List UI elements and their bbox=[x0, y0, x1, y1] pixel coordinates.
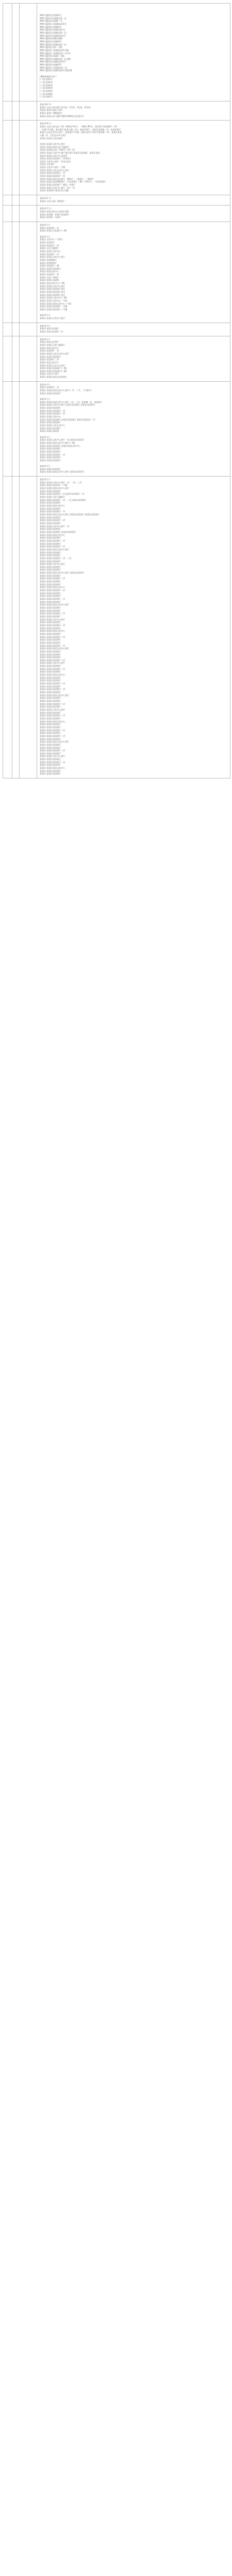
list-item: 博物大厦西区出园路3号 bbox=[40, 40, 62, 43]
list-item: 博物大厦西区北段一号院 bbox=[40, 46, 62, 49]
list-item: 某某区:某某区某某文化中心展厅,某某区某某展厅,某某区某某展厅 bbox=[40, 513, 100, 516]
list-item: 大厦一层、文化艺术中心展厅 bbox=[40, 133, 67, 137]
province-cell bbox=[3, 382, 12, 476]
list-item: (二)区北街(7) bbox=[40, 95, 53, 98]
list-item: 某某区:某某展厅一层 bbox=[40, 349, 59, 352]
row-number bbox=[12, 206, 20, 222]
list-item: 某某区:某某区某某展厅 bbox=[40, 507, 61, 510]
list-item: 某某区:某某区某某展厅 bbox=[40, 769, 61, 772]
row-number bbox=[12, 195, 20, 205]
list-item: 某某区:某某区某某展厅一层 bbox=[40, 409, 65, 412]
list-item: 博物大厦西区出图楼1号 bbox=[40, 13, 62, 16]
list-item: 某某市(7个): bbox=[40, 207, 52, 210]
list-item: 某某区:某某区某某文化中心展厅 bbox=[40, 647, 70, 650]
list-item: 某某区:某某区某某展厅 bbox=[40, 501, 61, 504]
list-item: 某某区:某某区某某展厅 bbox=[40, 450, 61, 453]
list-item: 某某区:某某区某某展厅 bbox=[40, 638, 61, 641]
list-item: 某某区:文化公园(二期)展厅 bbox=[40, 199, 65, 202]
row-date bbox=[20, 195, 37, 205]
table-row bbox=[3, 4, 230, 101]
list-item: 某某区:某某区某某展厅 bbox=[40, 737, 61, 740]
list-item: 丛馆区:某某区文化中心展厅二层(一号) bbox=[40, 186, 75, 189]
list-item: 某某区:某某区某某展厅,某某区某某文化中心 bbox=[40, 444, 80, 447]
list-item: 某某区:某某区文化大厦展厅 bbox=[40, 343, 65, 346]
list-item: 某某区:某某区某某文化中心展厅 bbox=[40, 603, 70, 606]
list-item: 某某区:某某区某某展厅 bbox=[40, 650, 61, 653]
list-item: 丛馆区:文化中心展厅一层(东北区) bbox=[40, 160, 71, 163]
list-item: 某某区:某某区文化中心展厅 bbox=[40, 563, 65, 566]
list-item: 某某区:某某区某某展厅(一期) bbox=[40, 367, 67, 370]
list-item: 某某区:某某区文化中心展厅一层 bbox=[40, 524, 70, 528]
venue-list bbox=[37, 323, 230, 336]
list-item: 博物大厦西区南楼出园路 bbox=[40, 37, 62, 40]
list-item: 某某区:某某区某某展厅一号楼 bbox=[40, 484, 68, 487]
list-item: 某某区:某某区某某展厅 bbox=[40, 685, 61, 688]
list-item: 某某区:某某区某某文化中心 bbox=[40, 720, 65, 723]
list-item: 某某区:文化公园内展厅(1号馆、2号馆、3号馆、4号馆) bbox=[40, 106, 91, 109]
row-date bbox=[20, 4, 37, 101]
venue-list bbox=[37, 477, 230, 778]
row-date bbox=[20, 336, 37, 381]
list-item: 某某区:某某区某某展厅 bbox=[40, 528, 61, 531]
list-item: 某某区:某某区某某展厅 bbox=[40, 551, 61, 554]
list-item: 某某区:某某区某某展厅二层 bbox=[40, 728, 65, 732]
list-item: 某某区:某某区某某展厅 bbox=[40, 574, 61, 577]
list-item: 某某区:某某区某某展厅二层 bbox=[40, 412, 65, 415]
list-item: 某某区:某某区某某展厅南区 bbox=[40, 287, 65, 291]
list-item: 某某区:某某展厅二层 bbox=[40, 358, 59, 361]
row-number bbox=[12, 101, 20, 120]
list-item: 某某区:某某展厅一层 bbox=[40, 386, 59, 389]
list-item: 某某区:某某展厅二层 bbox=[40, 273, 59, 276]
list-item: 博物大厦西区出园路北段1号 bbox=[40, 60, 66, 63]
list-item: 某某区:某某区某某展厅二层,某某区某某展厅一层 bbox=[40, 493, 85, 496]
list-item: 某某市(个): bbox=[40, 398, 51, 401]
list-item: 某某市:某某区文化中心某某馆 bbox=[40, 154, 68, 157]
list-item: 某某区:某某区某某展厅一层 bbox=[40, 760, 65, 764]
list-item: 某某区:某某区某某展厅 bbox=[40, 772, 61, 775]
list-item: 丛馆区:某某区某某文化大厦展厅 bbox=[40, 145, 70, 148]
table-row bbox=[3, 336, 230, 381]
list-item: 丛馆区:某某区某某博物展厅一层某某展厅二期(一号展厅)、二层某某展厅 bbox=[40, 180, 106, 183]
province-cell bbox=[3, 101, 12, 120]
list-item: 某某区:某某区某某展厅 bbox=[40, 758, 61, 761]
list-item: 某某区:某某区某某展厅 bbox=[40, 615, 61, 618]
list-item: 某某区:某某区某某展厅一层 bbox=[40, 577, 65, 580]
document-table bbox=[3, 3, 230, 778]
list-item: 某某区:某某区某某展厅二层 bbox=[40, 658, 65, 662]
list-item: 某某区:某某区文化中心展厅 bbox=[40, 256, 65, 259]
row-number bbox=[12, 121, 20, 195]
province-cell bbox=[3, 206, 12, 222]
list-item: 某某区:某某区文化中心 bbox=[40, 249, 61, 252]
list-item: 某某区:某某区某某文化中心展厅(二期) bbox=[40, 441, 75, 444]
list-item: 某某区:某某区文化中心展厅一层,某某区某某展厅 bbox=[40, 438, 85, 442]
list-item: 某某区:某某区某某展厅 bbox=[40, 521, 61, 524]
venue-list bbox=[37, 195, 230, 205]
list-item: 某某区:某某区文化中心展厅 bbox=[40, 284, 65, 287]
list-item: 某某区:某某展厅一层 bbox=[40, 252, 59, 256]
table-row bbox=[3, 120, 230, 195]
list-item: (二)区北街(1) bbox=[40, 78, 53, 81]
list-item: 某某区:某某文化大厦1号楼5层博物馆文化展示厅 bbox=[40, 114, 85, 117]
province-cell bbox=[3, 336, 12, 381]
list-item: 某某区:某某文化中心(某某大厦) bbox=[40, 210, 69, 213]
province-cell bbox=[3, 477, 12, 778]
list-item: 某某市(个): bbox=[40, 465, 51, 468]
row-date bbox=[20, 101, 37, 120]
list-item: 某某区:某某区某某展厅 bbox=[40, 542, 61, 545]
list-item: 某某区:某某区某某展厅二层 bbox=[40, 702, 65, 705]
list-item: 某某区:某某区某某展厅 bbox=[40, 591, 61, 595]
list-item: 某某区:某某区某某展厅 bbox=[40, 717, 61, 720]
list-item: 某某区:某某区某某馆 bbox=[40, 279, 59, 282]
list-item: 某某区:某某区某某展厅 bbox=[40, 691, 61, 694]
list-item: 某某市(个): bbox=[40, 324, 51, 327]
list-item: 博物大厦西区出园路北段一区 bbox=[40, 31, 67, 34]
list-item: 丛馆区:某某区某某展厅一层 bbox=[40, 172, 65, 175]
list-item: 某某区:某某区某某展厅一层 bbox=[40, 667, 65, 670]
list-item: 博物大厦西区出园路一号 bbox=[40, 20, 62, 23]
list-item: 丛馆区:某某展厅(某某文化大厦) bbox=[40, 189, 69, 192]
list-item: 某某区:某某区某某展厅 bbox=[40, 606, 61, 609]
table-row bbox=[3, 476, 230, 778]
list-item: 某某区:某某楼一层展厅某某展厅 bbox=[40, 213, 70, 216]
list-item: 丛馆区:某某区文化馆展厅 bbox=[40, 137, 63, 140]
list-item: 某某区:某某文化中心(一期) bbox=[40, 282, 65, 285]
list-item: 某某区:某某区某某展厅 bbox=[40, 516, 61, 519]
list-item: 某某区:某某区某某展厅 bbox=[40, 489, 61, 493]
list-item: 某某区:某某区某某展厅 bbox=[40, 456, 61, 459]
list-item: (二)区北街(5) bbox=[40, 90, 53, 93]
venue-list bbox=[37, 336, 230, 381]
list-item: 某某区:某某区文化中心展厅 bbox=[40, 316, 65, 319]
list-item: 某某区:某某区某某展厅一层 bbox=[40, 539, 65, 542]
list-item: 某某区:某某区某某展厅一层 bbox=[40, 734, 65, 737]
list-item: 某某区:某某区某某文化馆展厅 bbox=[40, 376, 68, 379]
list-item: 某某区:某某区某某展厅 bbox=[40, 626, 61, 630]
list-item: 某某区:某某区某某展厅(二期) bbox=[40, 369, 67, 372]
list-item: 丛馆区:某某区某某文化展厅一期展厅、二期展厅、三期展厅 bbox=[40, 177, 94, 180]
list-item: (二)区北街(6) bbox=[40, 92, 53, 95]
row-number bbox=[12, 4, 20, 101]
venue-list bbox=[37, 382, 230, 476]
row-date bbox=[20, 206, 37, 222]
list-item: 某某区:某某区某某文化中心 bbox=[40, 767, 65, 770]
list-item: 丛馆区:某某区某某展厅二楼及一层展厅 bbox=[40, 183, 76, 187]
list-item: 某某区:某某区某某展厅 bbox=[40, 421, 61, 424]
table-row bbox=[3, 222, 230, 323]
list-item: 博物大厦西区 出园路北段1号楼 bbox=[40, 48, 69, 52]
list-item: 某某区:某某区文化中心(二期) bbox=[40, 296, 67, 299]
table-row bbox=[3, 381, 230, 476]
list-item: 某某区:某某区某某展厅 bbox=[40, 609, 61, 612]
list-item: 某某区:某某文化中心 bbox=[40, 361, 59, 364]
list-item: (二)区北街(4) bbox=[40, 87, 53, 90]
list-item: 丛馆区:某某区文化中心展厅 bbox=[40, 142, 65, 145]
list-item: 某某市(1个): bbox=[40, 197, 52, 200]
row-date bbox=[20, 477, 37, 778]
list-item: 某某区:某某区某某展厅二层 bbox=[40, 749, 65, 752]
table-row bbox=[3, 101, 230, 120]
list-item: 某某区:某某区某某展厅 bbox=[40, 600, 61, 603]
list-item: 某某区:某某区某某展厅一层 bbox=[40, 598, 65, 601]
list-item: 某某区:某某区某某展厅 bbox=[40, 711, 61, 714]
list-item: 某某区:某某区某某文化中心二号馆 bbox=[40, 302, 72, 305]
list-item: 某某区:某某区某某展厅 bbox=[40, 565, 61, 568]
list-item: 某某区:某某区某某展厅 bbox=[40, 670, 61, 673]
list-item: 某某区:文化广场展厅 bbox=[40, 276, 59, 279]
list-item: 某某区:某某区某某文化中心展厅,某某区某某展厅 bbox=[40, 470, 85, 473]
list-item: 某某市(个): bbox=[40, 314, 51, 317]
list-item: 某某区:某某馆展厅 bbox=[40, 261, 57, 264]
list-item: 某某区:文化大厦展厅 bbox=[40, 247, 59, 250]
province-cell bbox=[3, 4, 12, 101]
table-row bbox=[3, 323, 230, 336]
list-item: 博物大厦西区出园路北段1号 bbox=[40, 34, 66, 37]
list-item: 某某区:某某区某某展厅二层 bbox=[40, 519, 65, 522]
list-item: 博物大厦西区出园路北段-区 bbox=[40, 28, 65, 31]
venue-list bbox=[37, 121, 230, 195]
list-item: 某某区:某某区某某展厅一层 bbox=[40, 714, 65, 717]
list-item: 某某市(个): bbox=[40, 337, 51, 341]
list-item: 某某区:某某展厅二层 bbox=[40, 244, 59, 247]
list-item: 某某区:某某区文化大厦展厅 bbox=[40, 496, 65, 499]
list-item: 博物大厦西区出园路北段一区北楼 bbox=[40, 57, 71, 60]
list-item: 某某区:某某区某某展厅二层 bbox=[40, 589, 65, 592]
list-item: 某某区:某某区某某馆 bbox=[40, 430, 59, 433]
list-item: 某某区:某某区某某展厅北区 bbox=[40, 291, 65, 294]
list-item: 某某区:某某区某某展厅,某某区某某展厅 bbox=[40, 530, 76, 533]
list-item: 某某区:某某区某某展厅 bbox=[40, 700, 61, 702]
list-item: 博物大厦西区出园路北段1号楼北侧 bbox=[40, 69, 72, 72]
list-item: 某某区:某某楼展厅 bbox=[40, 258, 57, 261]
province-cell bbox=[3, 121, 12, 195]
list-item: 某某区:某某文化展厅 bbox=[40, 341, 59, 344]
list-item: 丛馆区:某某公园北门展厅 bbox=[40, 109, 63, 112]
list-item: 某某市(2个): bbox=[40, 103, 52, 106]
row-date bbox=[20, 222, 37, 323]
list-item: 某某区:某某区某某展厅 bbox=[40, 723, 61, 726]
list-item: 某某区:文化公园文化广场(一期)展厅A1号、一期展厅B1号、南区展厅(某某楼宇一层) bbox=[40, 125, 118, 128]
list-item: 某某区:某某展厅 bbox=[40, 241, 55, 244]
list-item: 某某区:某某文化中心 bbox=[40, 270, 59, 273]
list-item: 某某区:某某区文化中心展厅 bbox=[40, 364, 65, 367]
list-item: 某某区:某某区某某展厅一层 bbox=[40, 644, 65, 647]
list-item: 某某区:某某区某某展厅 bbox=[40, 580, 61, 583]
list-item: 博物大厦西区 出园路北段一区 bbox=[40, 66, 68, 69]
row-number bbox=[12, 323, 20, 336]
list-item: 某某区:某某区某某展厅 bbox=[40, 583, 61, 586]
list-item: 某某区:某某区文化中心展厅,某某区某某展厅,某某区某某展厅 bbox=[40, 403, 95, 406]
list-item: (二)区北街(2) bbox=[40, 81, 53, 84]
list-item: 丛馆区:某某区某某展厅二层(南区) bbox=[40, 157, 71, 160]
list-item: 某某区:某某区某某文化中心 bbox=[40, 673, 65, 676]
list-item: 某某区:某某区某某展厅二层 bbox=[40, 612, 65, 615]
list-item: 某某区:某某区某某展厅 bbox=[40, 427, 61, 430]
table-row bbox=[3, 205, 230, 222]
list-item: 某某区:某某区某某展厅 bbox=[40, 560, 61, 563]
list-item: 某某区:某某区某某展厅二层 bbox=[40, 635, 65, 638]
list-item: 丛馆区:某某区文化中心展厅南区展厅某某区(某某楼)、某某区某某 bbox=[40, 151, 100, 154]
list-item: 某某区:文化中心一号展厅 bbox=[40, 238, 63, 241]
list-item: 博物大厦西区 出园路北段一区3号 bbox=[40, 52, 71, 55]
list-item: 某某区:某某区文化中心展厅 bbox=[40, 708, 65, 711]
list-item: 丛馆区:文化中心展厅一号楼 bbox=[40, 166, 65, 169]
table-row bbox=[3, 195, 230, 205]
list-item: 某某区:某某区某某展厅 bbox=[40, 467, 61, 470]
list-item: 某某区:某某区某某展厅 bbox=[40, 697, 61, 700]
list-item: 某某区:某某区某某展厅 bbox=[40, 679, 61, 682]
list-item: 某某区:某某区某某展厅 bbox=[40, 746, 61, 749]
list-item: 某某区:某某区某某展厅 bbox=[40, 725, 61, 728]
list-item: 某某区:某某广场B座展厅 bbox=[40, 111, 63, 114]
list-item: 某某区:某某区某某展厅二层 bbox=[40, 545, 65, 548]
list-item: 某某市(个): bbox=[40, 235, 51, 238]
venue-list bbox=[37, 206, 230, 222]
row-number bbox=[12, 336, 20, 381]
row-number bbox=[12, 382, 20, 476]
list-item: 某某区:某某区某某展厅 bbox=[40, 406, 61, 410]
list-item: 某某区:某某文化展区 bbox=[40, 327, 59, 330]
list-item: 某某区:某某区文化展厅(二期) bbox=[40, 229, 67, 232]
list-item: 某某区:某某区某某展厅一层、二层,某某区某某展厅 bbox=[40, 498, 87, 501]
list-item: 丛馆区:某某区文化艺术中心展厅 bbox=[40, 168, 70, 172]
list-item: 某某区:某某区某某展厅二号楼 bbox=[40, 308, 68, 311]
list-item: 某某市(个): bbox=[40, 223, 51, 226]
list-item: 某某区:某某区某某展厅 bbox=[40, 595, 61, 598]
list-item: 某某区:某某区某某展厅 bbox=[40, 676, 61, 679]
list-item: 某某区:某某区某某文化中心展厅,某某区某某展厅 bbox=[40, 571, 85, 574]
list-item: 某某区:某某区某某文化中心展厅 bbox=[40, 548, 70, 551]
list-item: 丛馆区:文化展厅 bbox=[40, 163, 55, 166]
list-item: (博物馆展馆分布 ) bbox=[40, 75, 57, 78]
list-item: 丛馆区:某某某文化广场展厅(二期二层) bbox=[40, 148, 75, 151]
list-item: 某某区:某某区某某文化中心展厅 bbox=[40, 693, 70, 697]
venue-list bbox=[37, 101, 230, 120]
list-item: 博物大厦西区出图楼3号 bbox=[40, 25, 62, 28]
list-item: 某某市(4个): bbox=[40, 122, 52, 125]
list-item: 某某区:某某区某某展厅 bbox=[40, 764, 61, 767]
list-item: 某某区:某某区文化中心展厅一层、二层、三层 bbox=[40, 481, 82, 484]
list-item: 某某区:某某区某某展厅一层 bbox=[40, 453, 65, 456]
list-item: 一号展厅1号楼、南区展厅(某某大厦一层)、某某区展厅、某某区某某楼一层、某某某展厅 bbox=[40, 128, 121, 131]
row-date bbox=[20, 382, 37, 476]
row-number bbox=[12, 222, 20, 323]
province-cell bbox=[3, 323, 12, 336]
list-item: 博物大厦西区出园路北段一区 bbox=[40, 43, 67, 46]
list-item: 某某区:某某区某某展厅 bbox=[40, 568, 61, 571]
row-number bbox=[12, 477, 20, 778]
list-item: 某某区:某某区文化中心 bbox=[40, 415, 61, 418]
list-item: 某某区:某某区某某展厅 bbox=[40, 752, 61, 755]
list-item: 某某区:某某区某某展厅 bbox=[40, 554, 61, 557]
list-item: 某某区:某某区某某展厅 bbox=[40, 267, 61, 270]
list-item: (二)区北街(3) bbox=[40, 83, 53, 87]
list-item: 博物大厦东区出园路北段一区 bbox=[40, 16, 67, 20]
list-item: 某某区:某某区某某展厅 bbox=[40, 536, 61, 539]
list-item: 某某区:某某区文化艺术中心 bbox=[40, 423, 65, 427]
list-item: 某某区:某某区某某展厅 bbox=[40, 459, 61, 462]
list-item: 某某区:某某区某某展厅 bbox=[40, 632, 61, 635]
list-item: 某某市(个): bbox=[40, 478, 51, 481]
list-item: 某某区:某某区某某展厅 bbox=[40, 665, 61, 668]
list-item: 某某区:某某区某某展厅 bbox=[40, 732, 61, 735]
list-item: 某某区:某某区某某文化中心展厅一层、二层、某某楼一层、某某展厅 bbox=[40, 400, 103, 403]
list-item: 某某区:某某区某某展厅,某某区某某展厅,某某区某某展厅一层 bbox=[40, 418, 95, 421]
list-item: 某某区:某某区某某展厅 bbox=[40, 355, 61, 358]
list-item: 某某区:某某区某某展厅 bbox=[40, 641, 61, 644]
list-item: 某某区:某某区文化中心展厅 bbox=[40, 755, 65, 758]
list-item: 某某区:某某区某某展厅 bbox=[40, 447, 61, 450]
list-item: 某某区:某某区文化中心展厅 bbox=[40, 662, 65, 665]
list-item: 某某区:某某区某某文化中心 bbox=[40, 630, 65, 633]
list-item: 某某区:某某区某某展厅 bbox=[40, 392, 61, 395]
list-item: 某某区:文化艺术中心展厅、某某展厅1号楼、某某文化中心展厅(某某楼一层)、某某区某某 bbox=[40, 131, 122, 134]
list-item: 某某区:某某区文化中心一号馆 bbox=[40, 299, 68, 302]
list-item: 某某区:某某区某某展厅 bbox=[40, 705, 61, 708]
venue-list bbox=[37, 222, 230, 323]
list-item: 某某区:某某区某某展厅 bbox=[40, 656, 61, 659]
list-item: 某某区:某某文化中心 bbox=[40, 346, 59, 349]
list-item: 某某区:某某区某某展厅一层 bbox=[40, 688, 65, 691]
list-item: 某某区:文化中心展厅 bbox=[40, 372, 59, 376]
list-item: 某某区:某某区文化中心展厅 bbox=[40, 618, 65, 621]
list-item: 博物大厦西区 出园路北段1号 bbox=[40, 22, 67, 25]
venue-list bbox=[37, 4, 230, 101]
list-item: 某某区:某某文化展区二层 bbox=[40, 330, 63, 333]
list-item: 某某区:某某区某某展厅一层、二层 bbox=[40, 556, 72, 560]
list-item: 某某区:某某区某某展厅 bbox=[40, 621, 61, 624]
list-item: 某某区:某某区某某文化中心 bbox=[40, 533, 65, 536]
list-item: 某某区:某某区某某展厅 bbox=[40, 653, 61, 656]
province-cell bbox=[3, 222, 12, 323]
list-item: 某某区:某某区文化艺术中心展厅 bbox=[40, 352, 70, 355]
row-date bbox=[20, 121, 37, 195]
list-item: 某某区:某某展厅一楼 bbox=[40, 264, 59, 267]
list-item: 某某区:某某区某某展厅二层 bbox=[40, 682, 65, 685]
list-item: 某某市(个): bbox=[40, 435, 51, 438]
row-date bbox=[20, 323, 37, 336]
list-item: 某某区:某某区某某展厅一层 bbox=[40, 623, 65, 626]
list-item: 某某区:某某馆一号展厅 bbox=[40, 216, 61, 219]
list-item: 某某区:某某区某某展厅 bbox=[40, 743, 61, 746]
list-item: 某某区:某某展区一层 bbox=[40, 226, 59, 229]
list-item: 某某区:某某区某某文化中心展厅(一号、二号、三号展厅) bbox=[40, 389, 92, 392]
list-item: 某某区:某某区某某文化中心展厅 bbox=[40, 487, 70, 490]
list-item: 某某区:某某区某某展厅一号楼 bbox=[40, 305, 68, 308]
list-item: 某某区:某某区某某文化中心 bbox=[40, 504, 65, 507]
list-item: 某某区:某某区某某展厅一层 bbox=[40, 510, 65, 513]
list-item: 某某区:某某区某某文化中心展厅 bbox=[40, 740, 70, 743]
list-item: 博物大厦西区出园路一号院 bbox=[40, 55, 64, 58]
list-item: 博物大厦西区出园路3号 bbox=[40, 63, 62, 66]
list-item: 某某区:某某区某某文化中心 bbox=[40, 586, 65, 589]
list-item: 丛馆区:某某区某某展厅一层 bbox=[40, 175, 65, 178]
list-item: 某某市(个): bbox=[40, 383, 51, 386]
list-item: 某某区:某某区某某展厅东区 bbox=[40, 293, 65, 296]
province-cell bbox=[3, 195, 12, 205]
